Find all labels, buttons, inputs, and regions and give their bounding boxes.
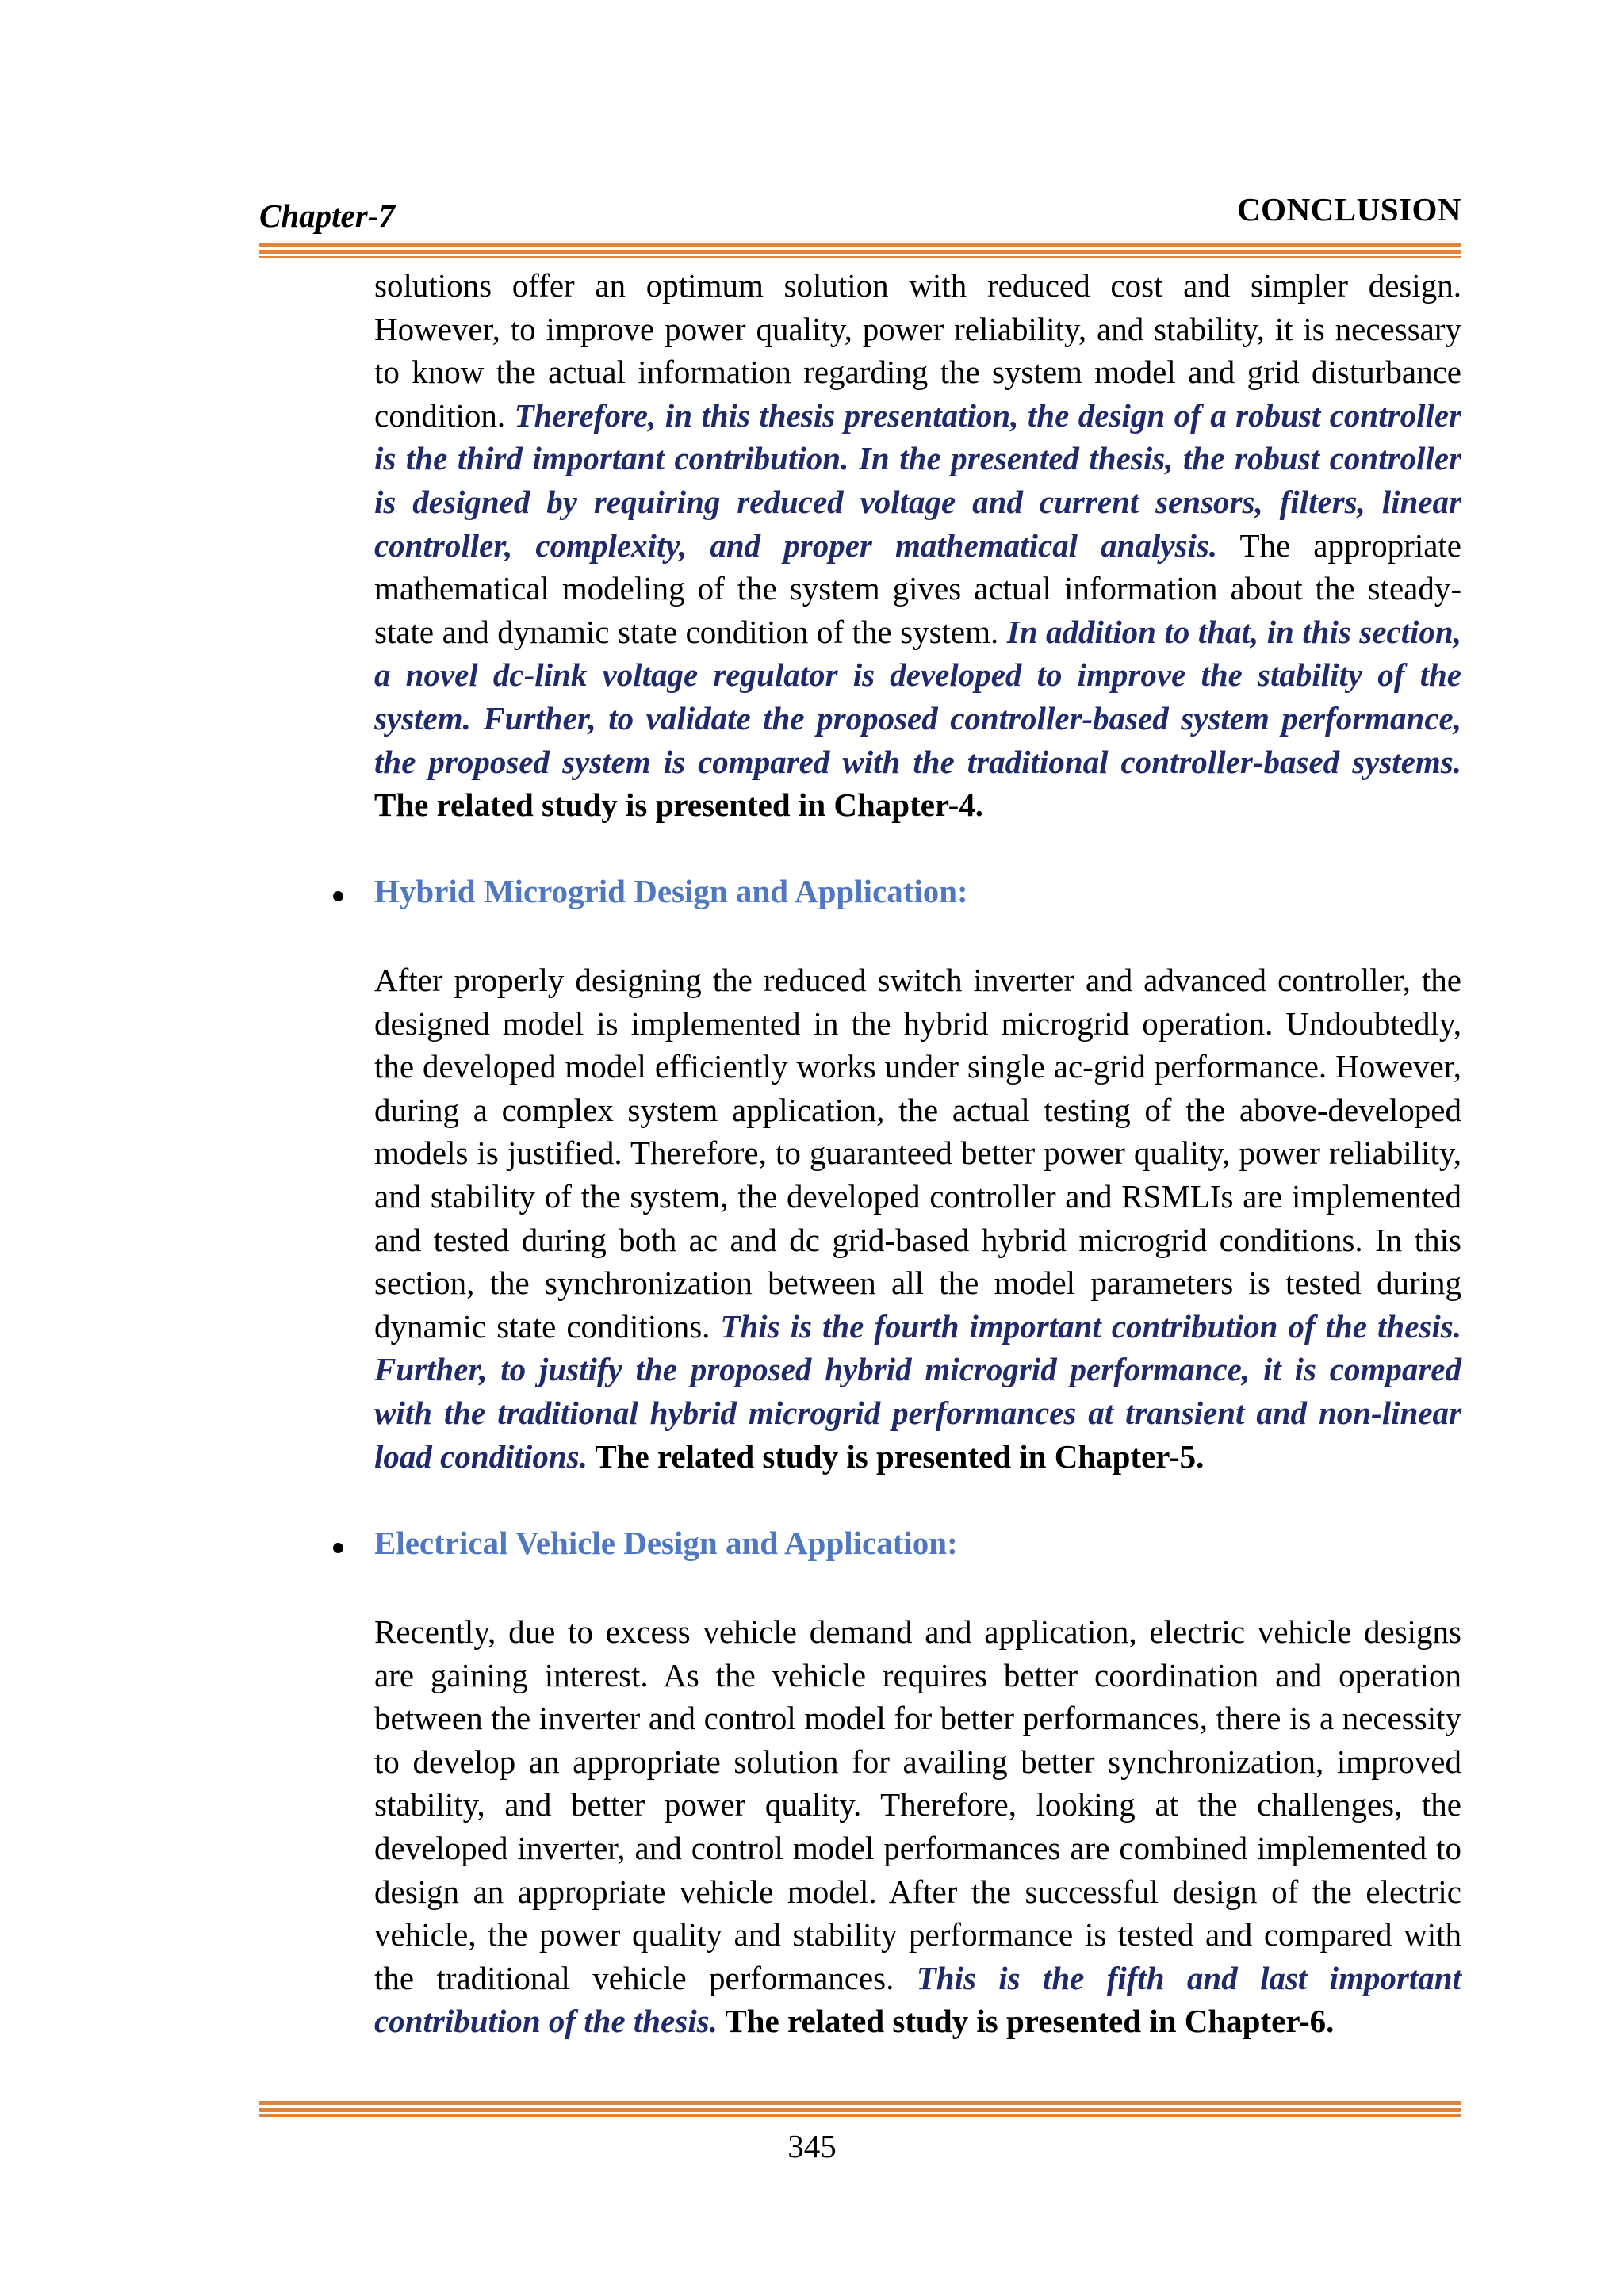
emphasis-text: This is the fourth important contribution of the thesis. Further, to justify the proposed hybrid microgrid performance, it is compared with the traditional hybrid microgrid performances at transient and non-linear load conditions. xyxy=(374,1307,1461,1475)
page-number: 345 xyxy=(787,2128,837,2164)
heading-hybrid-microgrid: Hybrid Microgrid Design and Application: xyxy=(374,873,968,909)
emphasis-text: In addition to that, in this section, a novel dc-link voltage regulator is developed to improve the stability of the system. Further, to validate the proposed controller-based system performance, the proposed system is compared with the traditional controller-based systems. xyxy=(374,613,1461,780)
paragraph-electrical-vehicle: Recently, due to excess vehicle demand and application, electric vehicle designs are gaining interest. As the vehicle requires better coordination and operation between the inverter and control model for better performances, there is a necessity to develop an appropriate solution for availing better synchronization, improved stability, and better power quality. Therefore, looking at the challenges, the developed inverter, and control model performances are combined implemented to design an appropriate vehicle model. After the successful design of the electric vehicle, the power quality and stability performance is tested and compared with the traditional vehicle performances. This is the fifth and last important contribution of the thesis. The related study is presented in Chapter-6. xyxy=(374,1613,1461,2040)
bullet-icon xyxy=(333,891,343,901)
paragraph-robust-controller: solutions offer an optimum solution with reduced cost and simpler design. However, to improve power quality, power reliability, and stability, it is necessary to know the actual information regarding the system model and grid disturbance condition. Therefore, in this thesis presentation, the design of a robust controller is the third important contribution. In the presented thesis, the robust controller is designed by requiring reduced voltage and current sensors, filters, linear controller, complexity, and proper mathematical analysis. The appropriate mathematical modeling of the system gives actual information about the steady-state and dynamic state condition of the system. In addition to that, in this section, a novel dc-link voltage regulator is developed to improve the stability of the system. Further, to validate the proposed controller-based system performance, the proposed system is compared with the traditional controller-based systems. The related study is presented in Chapter-4. xyxy=(374,267,1462,824)
chapter-label: Chapter-7 xyxy=(259,197,395,234)
bullet-icon xyxy=(333,1543,343,1553)
paragraph-hybrid-microgrid: After properly designing the reduced switch inverter and advanced controller, the designed model is implemented in the hybrid microgrid operation. Undoubtedly, the developed model efficiently works under single ac-grid performance. However, during a complex system application, the actual testing of the above-developed models is justified. Therefore, to guaranteed better power quality, power reliability, and stability of the system, the developed controller and RSMLIs are implemented and tested during both ac and dc grid-based hybrid microgrid conditions. In this section, the synchronization between all the model parameters is tested during dynamic state conditions. This is the fourth important contribution of the thesis. Further, to justify the proposed hybrid microgrid performance, it is compared with the traditional hybrid microgrid performances at transient and non-linear load conditions. The related study is presented in Chapter-5. xyxy=(374,962,1461,1475)
chapter-reference: The related study is presented in Chapter-5. xyxy=(587,1437,1205,1475)
emphasis-text: This is the fifth and last important contribution of the thesis. xyxy=(374,1959,1461,2040)
chapter-reference: The related study is presented in Chapter-6. xyxy=(717,2003,1335,2040)
section-title: CONCLUSION xyxy=(1237,191,1461,228)
heading-electrical-vehicle: Electrical Vehicle Design and Application: xyxy=(374,1525,958,1561)
chapter-reference: The related study is presented in Chapter-4. xyxy=(374,786,984,824)
footer-rule xyxy=(259,2101,1461,2117)
emphasis-text: Therefore, in this thesis presentation, the design of a robust controller is the third important contribution. In the presented thesis, the robust controller is designed by requiring reduced voltage and current sensors, filters, linear controller, complexity, and proper mathematical analysis. xyxy=(374,396,1462,564)
header-rule xyxy=(259,243,1461,258)
